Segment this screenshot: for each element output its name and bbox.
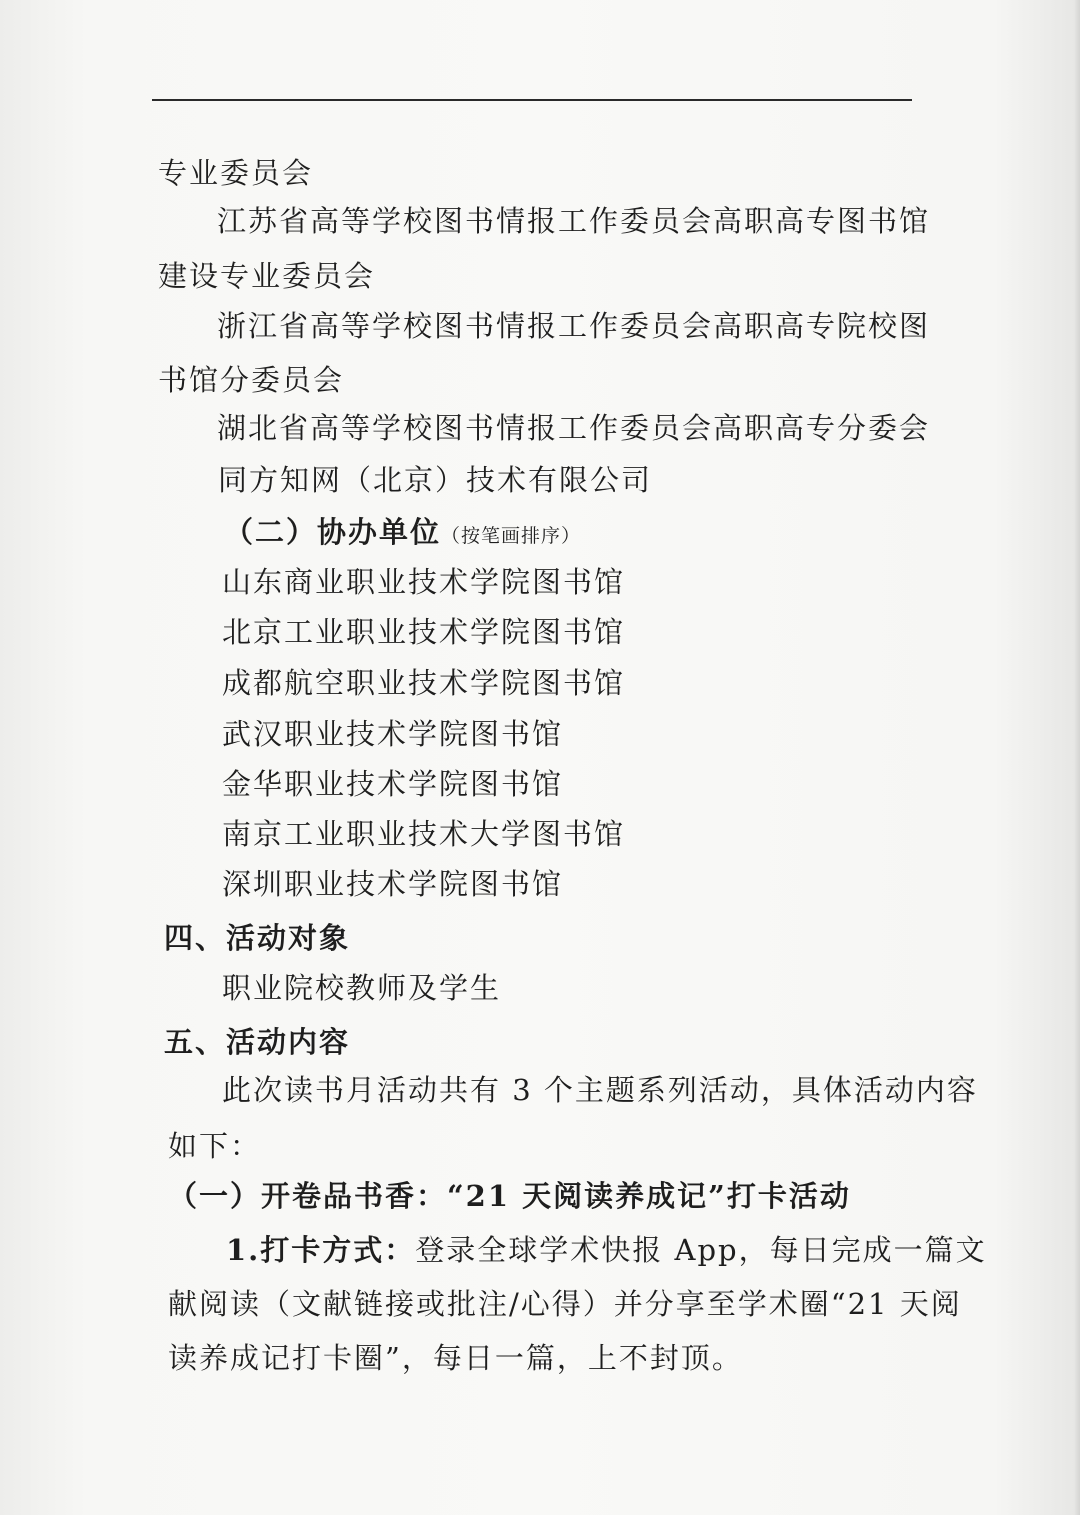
list-item: 北京工业职业技术学院图书馆	[222, 615, 626, 649]
text-line: 江苏省高等学校图书情报工作委员会高职高专图书馆	[217, 204, 931, 238]
subsection-title: （二）协办单位	[224, 515, 442, 549]
section-heading: 五、活动内容	[164, 1025, 351, 1059]
text-line: 同方知网（北京）技术有限公司	[218, 463, 653, 497]
text-line	[226, 1232, 987, 1268]
item-label: 1.打卡方式：	[226, 1233, 416, 1267]
text-line: 献阅读（文献链接或批注/心得）并分享至学术圈“21 天阅	[168, 1287, 962, 1321]
text-line: 建设专业委员会	[158, 259, 376, 293]
text-line: 此次读书月活动共有 3 个主题系列活动，具体活动内容	[222, 1073, 978, 1107]
subsection-note: （按笔画排序）	[441, 525, 582, 547]
list-item: 深圳职业技术学院图书馆	[222, 867, 564, 901]
list-item: 成都航空职业技术学院图书馆	[222, 666, 626, 700]
text-line: 如下：	[168, 1129, 262, 1163]
header-rule	[152, 99, 912, 101]
page-edge-shadow	[1074, 0, 1080, 1515]
text-line: 读养成记打卡圈”，每日一篇，上不封顶。	[168, 1341, 743, 1375]
list-item: 南京工业职业技术大学图书馆	[222, 817, 626, 851]
text-line: 浙江省高等学校图书情报工作委员会高职高专院校图	[217, 309, 931, 343]
subsection-heading	[224, 514, 581, 554]
subsection-heading: （一）开卷品书香：“21 天阅读养成记”打卡活动	[168, 1179, 851, 1213]
list-item: 山东商业职业技术学院图书馆	[222, 565, 626, 599]
section-heading: 四、活动对象	[164, 921, 351, 955]
item-text: 登录全球学术快报 App，每日完成一篇文	[415, 1233, 987, 1267]
text-line: 书馆分委员会	[158, 363, 345, 397]
text-line: 湖北省高等学校图书情报工作委员会高职高专分委会	[217, 411, 931, 445]
text-line: 专业委员会	[158, 156, 314, 190]
list-item: 武汉职业技术学院图书馆	[222, 717, 564, 751]
text-line: 职业院校教师及学生	[222, 971, 502, 1005]
list-item: 金华职业技术学院图书馆	[222, 767, 564, 801]
